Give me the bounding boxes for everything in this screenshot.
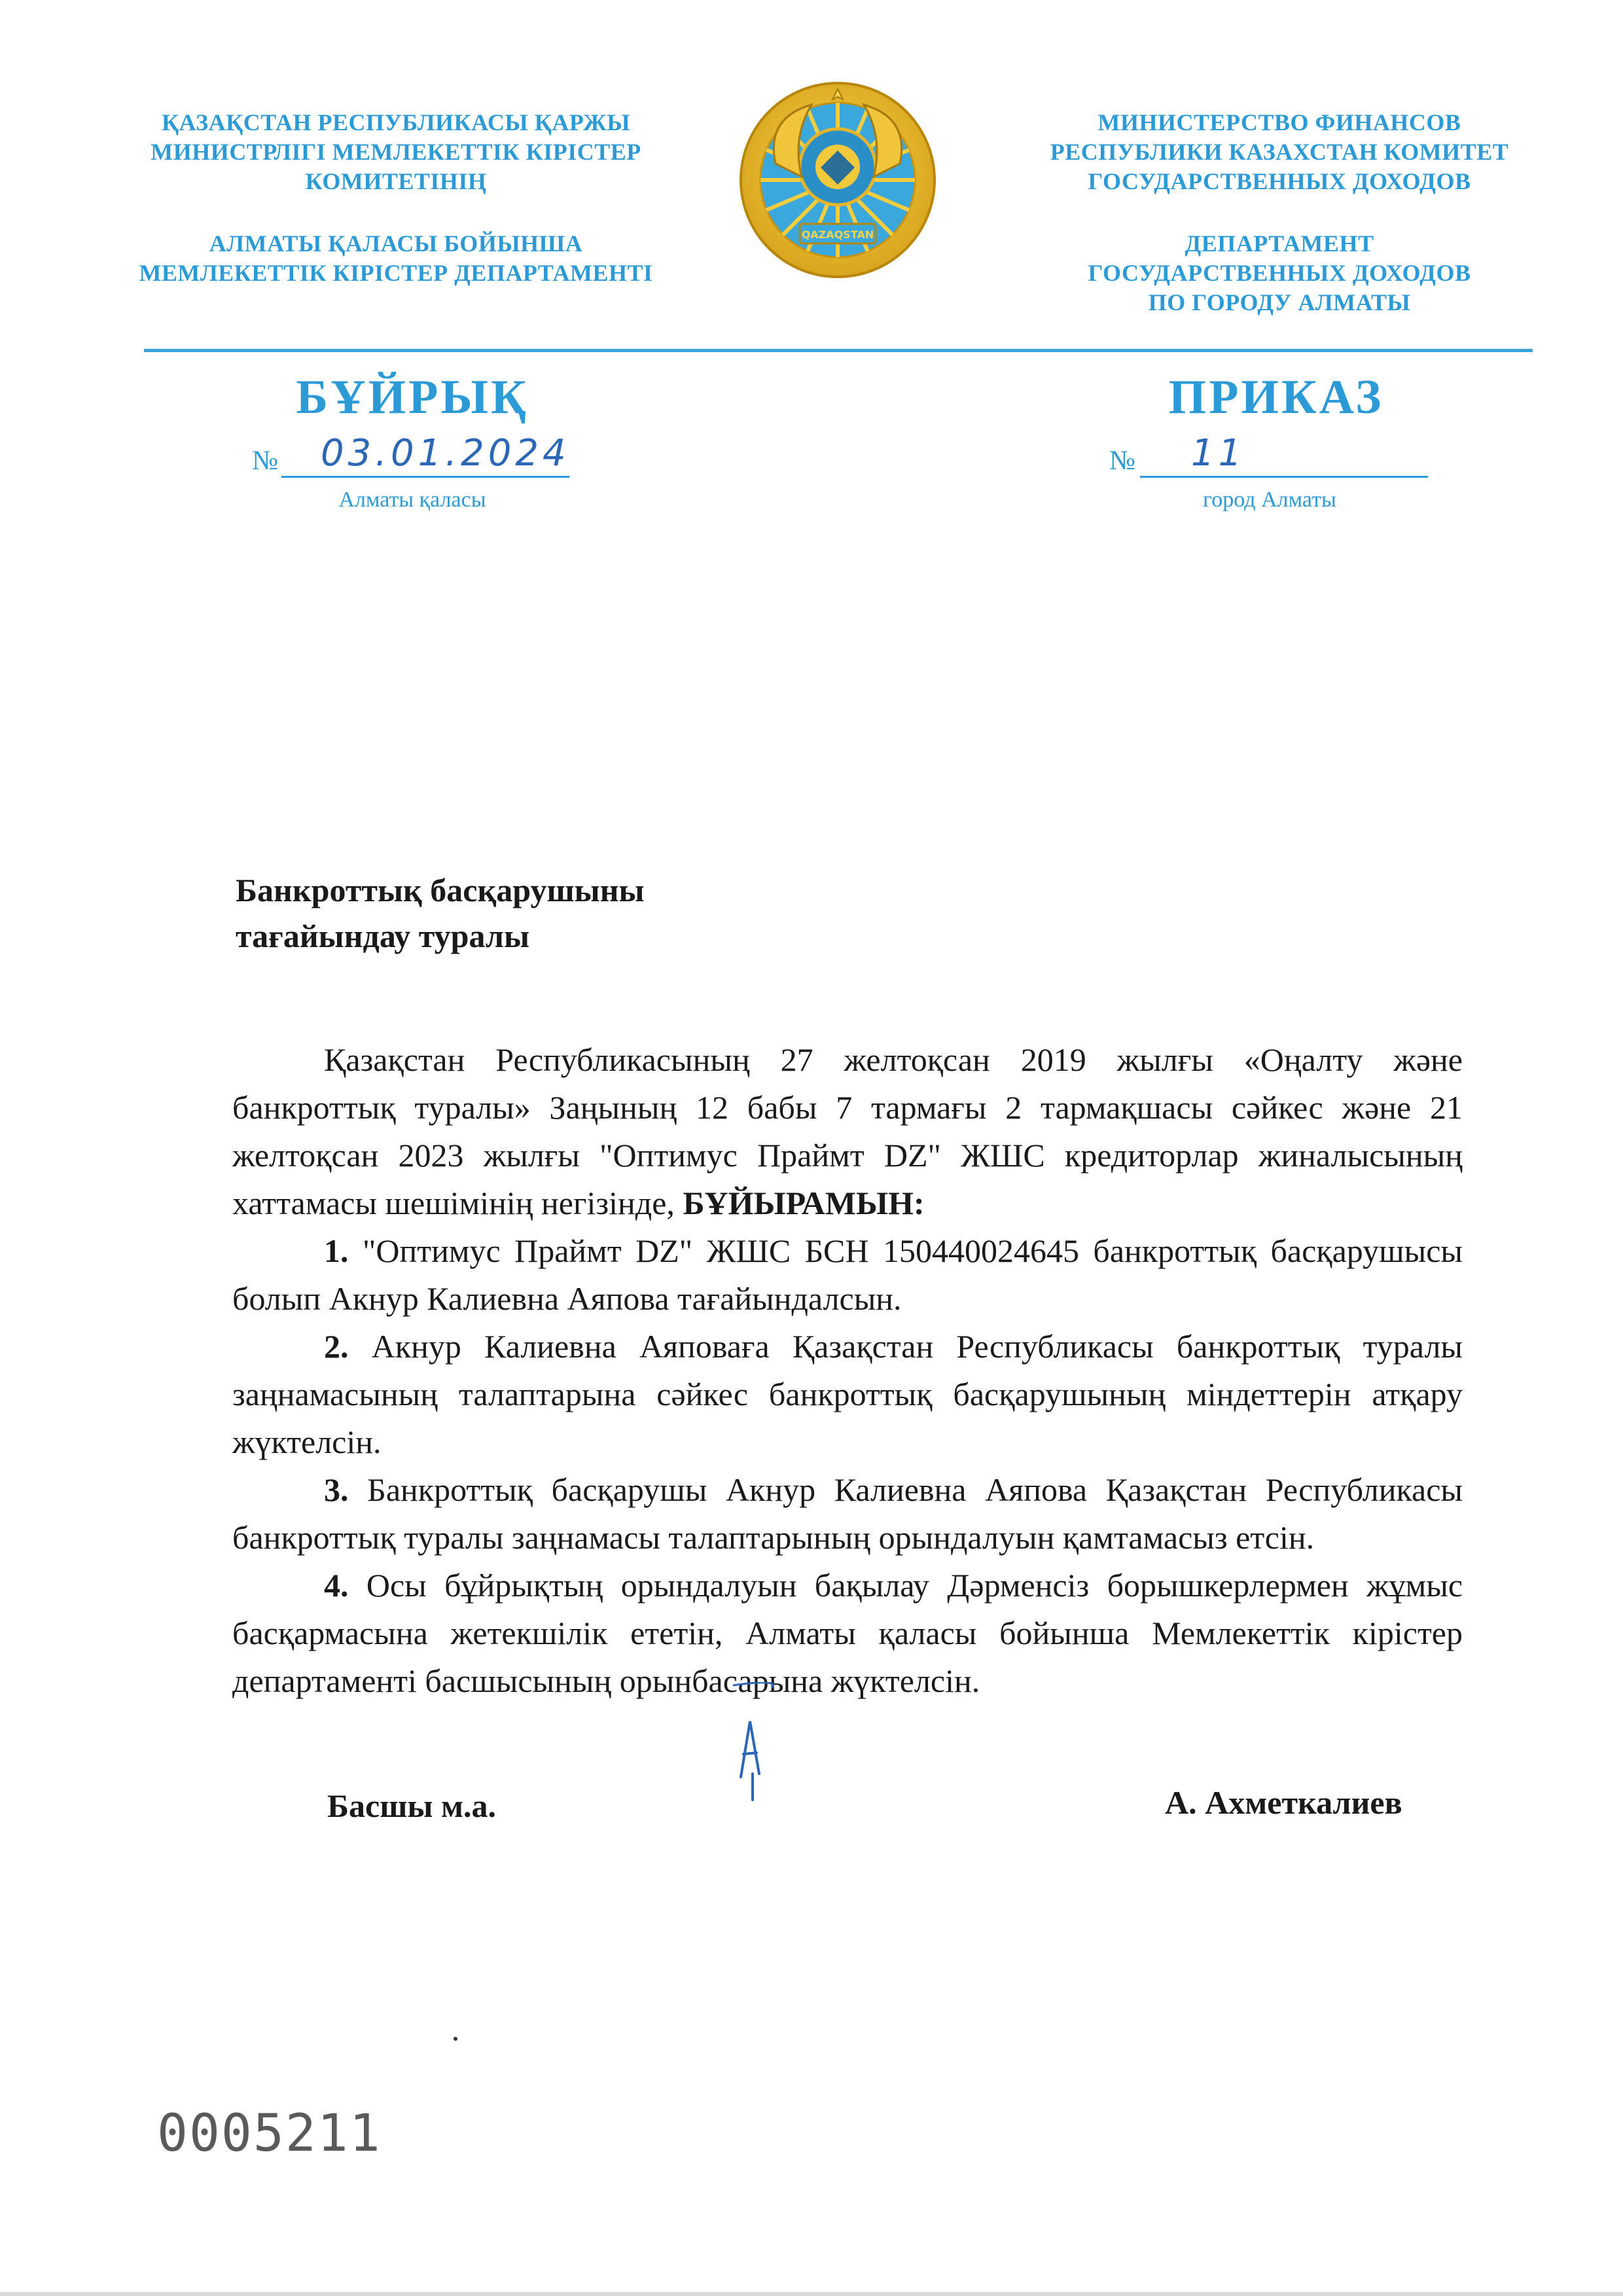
header-left-line-1: ҚАЗАҚСТАН РЕСПУБЛИКАСЫ ҚАРЖЫ xyxy=(161,109,631,135)
header-right-line-1: МИНИСТЕРСТВО ФИНАНСОВ xyxy=(1097,109,1461,135)
serial-number: 0005211 xyxy=(157,2104,382,2163)
body-item-4 xyxy=(232,1562,1463,1705)
header-left-kz xyxy=(131,108,661,288)
header-right-ru xyxy=(1014,108,1544,317)
subject-line-2: тағайындау туралы xyxy=(236,918,530,954)
item-1-number: 1. xyxy=(324,1232,349,1269)
number-line-kz xyxy=(281,476,569,478)
handwritten-initial xyxy=(726,1682,779,1820)
order-body xyxy=(232,1036,1463,1705)
order-title-ru: ПРИКАЗ xyxy=(1168,370,1384,424)
item-1-text: "Оптимус Праймт DZ" ЖШС БСН 150440024645 банкроттық басқарушысы болып Акнур Калиевна Аяпова тағайындалсын. xyxy=(232,1232,1463,1317)
body-item-1 xyxy=(232,1227,1463,1323)
city-ru: город Алматы xyxy=(1203,488,1336,512)
body-item-2 xyxy=(232,1323,1463,1466)
header-left-line-2: МИНИСТРЛІГІ МЕМЛЕКЕТТІК КІРІСТЕР xyxy=(151,139,641,165)
header-right-dept-line-2: ГОСУДАРСТВЕННЫХ ДОХОДОВ xyxy=(1088,260,1471,286)
handwritten-number: 11 xyxy=(1191,432,1246,475)
number-label-ru: № xyxy=(1109,446,1136,476)
signature-name: А. Ахметкалиев xyxy=(1165,1784,1402,1821)
order-title-kz: БҰЙРЫҚ xyxy=(296,370,529,424)
body-intro-text: Қазақстан Республикасының 27 желтоқсан 2019 жылғы «Оңалту және банкроттық туралы» Заңының 12 бабы 7 тармағы 2 тармақшасы сәйкес және 21 желтоқсан 2023 жылғы "Оптимус Праймт DZ" ЖШС кредиторлар жиналысының хаттамасы шешімінің негізінде, xyxy=(232,1041,1463,1221)
initial-mark-icon xyxy=(726,1682,779,1820)
page-bottom-edge xyxy=(0,2292,1623,2296)
item-4-text: Осы бұйрықтың орындалуын бақылау Дәрменсіз борышкерлермен жұмыс басқармасына жетекшілік ететін, Алматы қаласы бойынша Мемлекеттік кірістер департаменті басшысының орынбасарына жүктелсін. xyxy=(232,1567,1463,1699)
stray-dot xyxy=(454,2037,457,2041)
item-2-number: 2. xyxy=(324,1328,349,1365)
subject-line-1: Банкроттық басқарушыны xyxy=(236,872,645,908)
signature-position: Басшы м.а. xyxy=(327,1787,497,1824)
header-right-line-3: ГОСУДАРСТВЕННЫХ ДОХОДОВ xyxy=(1088,168,1471,194)
header-left-line-3: КОМИТЕТІНІҢ xyxy=(305,168,487,194)
handwritten-date: 03.01.2024 xyxy=(321,432,570,475)
item-4-number: 4. xyxy=(324,1567,349,1604)
body-intro-command: БҰЙЫРАМЫН: xyxy=(683,1185,925,1221)
item-3-number: 3. xyxy=(324,1471,349,1508)
header-left-dept-line-2: МЕМЛЕКЕТТІК КІРІСТЕР ДЕПАРТАМЕНТІ xyxy=(139,260,653,286)
body-item-3 xyxy=(232,1466,1463,1562)
header-left-dept-line-1: АЛМАТЫ ҚАЛАСЫ БОЙЫНША xyxy=(209,230,583,257)
header-right-line-2: РЕСПУБЛИКИ КАЗАХСТАН КОМИТЕТ xyxy=(1050,139,1509,165)
body-intro xyxy=(232,1036,1463,1227)
emblem-text: QAZAQSTAN xyxy=(801,228,874,241)
order-subject xyxy=(236,867,825,959)
emblem-icon xyxy=(740,79,936,288)
number-label-kz: № xyxy=(252,446,279,476)
header-divider xyxy=(144,349,1533,352)
number-line-ru xyxy=(1140,476,1428,478)
header-right-dept-line-1: ДЕПАРТАМЕНТ xyxy=(1185,230,1374,257)
city-kz: Алматы қаласы xyxy=(338,488,486,512)
state-emblem xyxy=(740,79,936,288)
header-right-dept-line-3: ПО ГОРОДУ АЛМАТЫ xyxy=(1148,289,1411,315)
item-2-text: Акнур Калиевна Аяповаға Қазақстан Республикасы банкроттық туралы заңнамасының талаптарына сәйкес банкроттық басқарушының міндеттерін атқару жүктелсін. xyxy=(232,1328,1463,1460)
item-3-text: Банкроттық басқарушы Акнур Калиевна Аяпова Қазақстан Республикасы банкроттық туралы заңнамасы талаптарының орындалуын қамтамасыз етсін. xyxy=(232,1471,1463,1556)
